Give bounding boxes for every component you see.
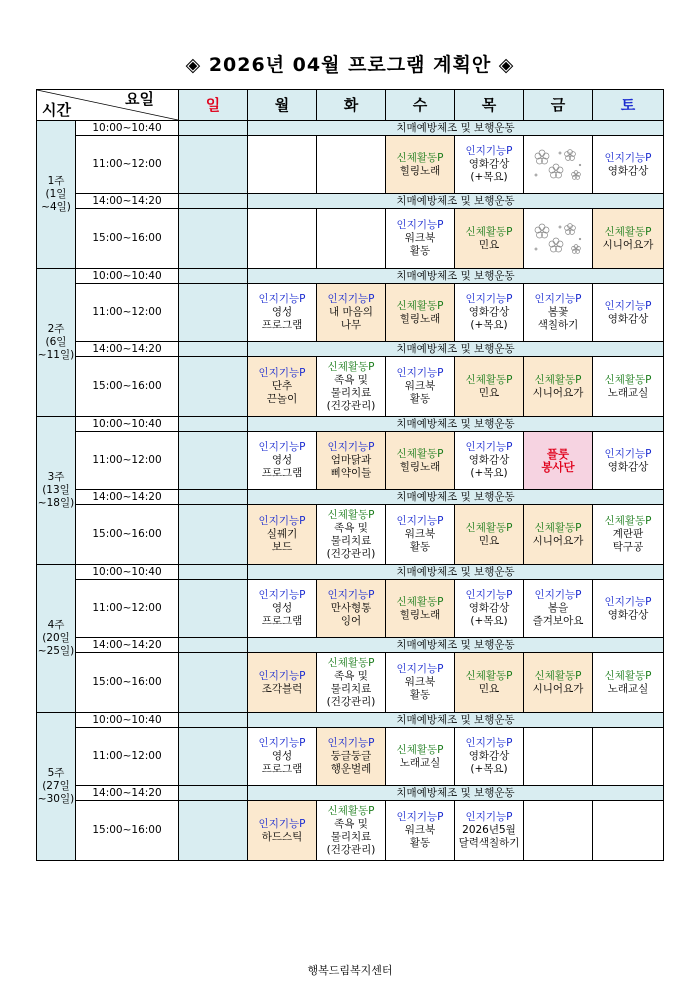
- page-title: ◈ 2026년 04월 프로그램 계획안 ◈: [185, 54, 515, 76]
- day-header: 금: [524, 90, 593, 121]
- week-label-line: 2주: [47, 323, 65, 335]
- sunday-cell: [179, 269, 248, 284]
- program-line: 탁구공: [612, 541, 644, 553]
- program-line: 프로그램: [261, 615, 303, 627]
- exercise-banner: 치매예방체조 및 보행운동: [248, 786, 664, 801]
- program-cell: [317, 209, 386, 269]
- program-cell: [593, 801, 664, 861]
- program-cell: [593, 284, 664, 342]
- program-line: 인지기능P: [327, 293, 375, 305]
- time-slot: 10:00~10:40: [76, 565, 179, 580]
- week-label: [37, 565, 76, 713]
- program-line: 인지기능P: [465, 589, 513, 601]
- week-label-line: ~30일): [37, 793, 75, 805]
- program-cell: [248, 728, 317, 786]
- program-line: 신체활동P: [604, 515, 652, 527]
- program-line: 신체활동P: [604, 225, 652, 238]
- program-line: 노래교실: [607, 386, 649, 399]
- program-line: 신체활동P: [327, 804, 375, 817]
- program-line: 영화감상: [468, 750, 510, 762]
- program-line: 인지기능P: [258, 589, 306, 601]
- time-slot: 15:00~16:00: [76, 209, 179, 269]
- program-line: 봄을: [547, 602, 569, 614]
- program-line: 조각블럭: [261, 682, 303, 695]
- program-line: (+목요): [470, 467, 508, 479]
- program-cell: [386, 580, 455, 638]
- program-cell: [593, 580, 664, 638]
- program-line: 힐링노래: [399, 608, 441, 621]
- week-row-exercise-pm: [37, 342, 664, 357]
- week-label-line: 1주: [47, 175, 65, 187]
- footer-organization: 행복드림복지센터: [307, 964, 393, 977]
- day-header: 목: [455, 90, 524, 121]
- exercise-banner: 치매예방체조 및 보행운동: [248, 342, 664, 357]
- program-line: 신체활동P: [534, 669, 582, 682]
- program-cell: [524, 801, 593, 861]
- program-line: 인지기능P: [258, 817, 306, 830]
- program-cell: [179, 580, 248, 638]
- week-row-exercise-am: [37, 417, 664, 432]
- program-line: 인지기능P: [465, 811, 513, 823]
- week-row-exercise-am: [37, 713, 664, 728]
- program-line: 신체활동P: [327, 508, 375, 521]
- week-row-pm-programs: [37, 505, 664, 565]
- program-line: 만사형통: [330, 602, 372, 614]
- program-line: 인지기능P: [396, 663, 444, 675]
- program-cell: [179, 136, 248, 194]
- program-cell: [179, 728, 248, 786]
- program-line: 인지기능P: [604, 447, 652, 460]
- program-cell: [248, 580, 317, 638]
- time-slot: 14:00~14:20: [76, 638, 179, 653]
- week-row-exercise-pm: [37, 786, 664, 801]
- program-cell: [248, 801, 317, 861]
- program-line: 엄마닭과: [330, 454, 372, 466]
- program-cell: [386, 653, 455, 713]
- program-line: 인지기능P: [604, 595, 652, 608]
- week-label-line: ~18일): [37, 497, 75, 509]
- program-line: 영화감상: [607, 460, 649, 473]
- program-line: 신체활동P: [396, 151, 444, 164]
- program-cell: [524, 580, 593, 638]
- program-line: 영화감상: [607, 312, 649, 325]
- program-line: 워크북: [404, 232, 436, 244]
- program-line: 인지기능P: [258, 737, 306, 749]
- corner-header: [37, 90, 179, 121]
- program-line: 민요: [478, 534, 500, 547]
- program-cell: [248, 284, 317, 342]
- program-line: 플룻: [546, 446, 570, 461]
- program-cell: [455, 284, 524, 342]
- program-line: 신체활동P: [465, 225, 513, 238]
- program-line: 영화감상: [468, 158, 510, 170]
- program-line: 영성: [271, 750, 293, 762]
- program-line: 둥글둥글: [330, 750, 372, 762]
- time-slot: 10:00~10:40: [76, 269, 179, 284]
- program-line: 신체활동P: [604, 669, 652, 682]
- exercise-banner: 치매예방체조 및 보행운동: [248, 713, 664, 728]
- week-label-line: ~4일): [41, 201, 71, 213]
- week-row-pm-programs: [37, 801, 664, 861]
- program-line: 삐약이들: [330, 467, 372, 479]
- program-line: 활동: [409, 393, 431, 405]
- week-row-pm-programs: [37, 653, 664, 713]
- week-row-am-programs: [37, 284, 664, 342]
- program-cell: [455, 357, 524, 417]
- exercise-banner: 치매예방체조 및 보행운동: [248, 269, 664, 284]
- time-slot: 14:00~14:20: [76, 194, 179, 209]
- program-cell: [248, 357, 317, 417]
- exercise-banner: 치매예방체조 및 보행운동: [248, 638, 664, 653]
- week-label-line: (6일: [45, 336, 67, 348]
- program-line: 영화감상: [607, 164, 649, 177]
- exercise-banner: 치매예방체조 및 보행운동: [248, 194, 664, 209]
- program-cell: [248, 432, 317, 490]
- program-line: 영화감상: [607, 608, 649, 621]
- week-label-line: ~11일): [37, 349, 75, 361]
- program-line: 워크북: [404, 824, 436, 836]
- program-line: 봄꽃: [547, 306, 569, 318]
- week-row-pm-programs: [37, 209, 664, 269]
- program-cell: [524, 653, 593, 713]
- program-cell: [524, 357, 593, 417]
- program-line: 신체활동P: [396, 743, 444, 756]
- program-line: (+목요): [470, 763, 508, 775]
- program-line: 워크북: [404, 676, 436, 688]
- program-line: 시니어요가: [602, 238, 654, 251]
- program-cell: [248, 653, 317, 713]
- program-cell: [317, 284, 386, 342]
- flower-icon: [530, 221, 586, 257]
- week-row-exercise-pm: [37, 490, 664, 505]
- program-line: 족욕 및: [334, 669, 368, 682]
- program-line: 신체활동P: [327, 656, 375, 669]
- time-slot: 11:00~12:00: [76, 136, 179, 194]
- week-label-line: (13일: [42, 484, 70, 496]
- program-line: 힐링노래: [399, 164, 441, 177]
- program-line: 행운벌레: [330, 763, 372, 775]
- program-cell: [455, 580, 524, 638]
- week-row-am-programs: [37, 580, 664, 638]
- week-row-exercise-am: [37, 121, 664, 136]
- program-line: 민요: [478, 386, 500, 399]
- week-label-line: (1일: [45, 188, 67, 200]
- day-axis-label: 요일: [125, 90, 154, 108]
- program-line: 족욕 및: [334, 817, 368, 830]
- time-slot: 14:00~14:20: [76, 786, 179, 801]
- program-line: 신체활동P: [534, 521, 582, 534]
- program-line: 노래교실: [399, 756, 441, 769]
- header-row: [37, 90, 664, 121]
- program-cell: [317, 728, 386, 786]
- time-slot: 10:00~10:40: [76, 121, 179, 136]
- program-cell: [593, 728, 664, 786]
- program-cell: [317, 801, 386, 861]
- flower-icon: [530, 147, 586, 183]
- program-line: 활동: [409, 837, 431, 849]
- sunday-cell: [179, 194, 248, 209]
- time-slot: 10:00~10:40: [76, 713, 179, 728]
- program-line: 인지기능P: [258, 367, 306, 379]
- program-line: 하드스틱: [261, 830, 303, 843]
- program-cell: [455, 728, 524, 786]
- program-line: (건강관리): [326, 399, 376, 412]
- time-slot: 15:00~16:00: [76, 801, 179, 861]
- program-cell: [317, 432, 386, 490]
- program-line: 물리치료: [330, 830, 372, 843]
- program-line: 실꿰기: [266, 528, 298, 540]
- program-cell: [386, 432, 455, 490]
- program-line: 신체활동P: [604, 373, 652, 386]
- program-line: 활동: [409, 689, 431, 701]
- program-cell: [524, 284, 593, 342]
- program-line: 족욕 및: [334, 521, 368, 534]
- program-cell: [179, 653, 248, 713]
- exercise-banner: 치매예방체조 및 보행운동: [248, 565, 664, 580]
- program-line: 2026년5월: [462, 824, 516, 836]
- program-line: 활동: [409, 245, 431, 257]
- sunday-cell: [179, 342, 248, 357]
- program-line: (+목요): [470, 171, 508, 183]
- exercise-banner: 치매예방체조 및 보행운동: [248, 490, 664, 505]
- week-label: [37, 417, 76, 565]
- program-line: 인지기능P: [465, 737, 513, 749]
- program-cell: [455, 653, 524, 713]
- program-cell: [386, 801, 455, 861]
- program-cell: [455, 136, 524, 194]
- week-row-am-programs: [37, 432, 664, 490]
- week-label-line: (27일: [42, 780, 70, 792]
- day-header: 월: [248, 90, 317, 121]
- program-line: 단추: [271, 380, 293, 392]
- program-line: 물리치료: [330, 386, 372, 399]
- time-slot: 11:00~12:00: [76, 728, 179, 786]
- program-line: 색칠하기: [537, 319, 579, 331]
- program-line: 영화감상: [468, 454, 510, 466]
- program-line: 워크북: [404, 528, 436, 540]
- program-line: 인지기능P: [258, 515, 306, 527]
- program-line: (+목요): [470, 319, 508, 331]
- program-line: 계란판: [612, 528, 644, 540]
- program-cell: [179, 284, 248, 342]
- program-cell: [317, 136, 386, 194]
- program-line: 잉어: [340, 615, 362, 627]
- time-slot: 15:00~16:00: [76, 505, 179, 565]
- program-cell: [593, 136, 664, 194]
- sunday-cell: [179, 490, 248, 505]
- program-line: 시니어요가: [532, 534, 584, 547]
- time-axis-label: 시간: [42, 101, 71, 119]
- day-header: 수: [386, 90, 455, 121]
- program-line: 인지기능P: [534, 589, 582, 601]
- program-line: 신체활동P: [534, 373, 582, 386]
- program-cell: [179, 801, 248, 861]
- program-cell: [317, 357, 386, 417]
- program-line: 신체활동P: [396, 447, 444, 460]
- program-cell: [317, 580, 386, 638]
- week-label-line: 4주: [47, 619, 65, 631]
- program-cell: [386, 357, 455, 417]
- sunday-cell: [179, 121, 248, 136]
- exercise-banner: 치매예방체조 및 보행운동: [248, 417, 664, 432]
- program-line: 신체활동P: [396, 595, 444, 608]
- program-line: 신체활동P: [327, 360, 375, 373]
- program-cell: [524, 209, 593, 269]
- program-cell: [593, 357, 664, 417]
- program-line: 즐겨보아요: [532, 615, 584, 627]
- time-slot: 14:00~14:20: [76, 490, 179, 505]
- program-cell: [593, 653, 664, 713]
- program-cell: [455, 801, 524, 861]
- program-line: 워크북: [404, 380, 436, 392]
- program-line: 시니어요가: [532, 682, 584, 695]
- program-line: 프로그램: [261, 467, 303, 479]
- program-line: (건강관리): [326, 843, 376, 856]
- program-line: (건강관리): [326, 547, 376, 560]
- program-cell: [317, 505, 386, 565]
- program-line: 인지기능P: [465, 441, 513, 453]
- time-slot: 11:00~12:00: [76, 284, 179, 342]
- program-line: (+목요): [470, 615, 508, 627]
- time-slot: 15:00~16:00: [76, 653, 179, 713]
- program-cell: [248, 505, 317, 565]
- sunday-cell: [179, 786, 248, 801]
- program-line: 민요: [478, 682, 500, 695]
- program-cell: [248, 209, 317, 269]
- program-line: (건강관리): [326, 695, 376, 708]
- week-row-pm-programs: [37, 357, 664, 417]
- program-line: 노래교실: [607, 682, 649, 695]
- sunday-cell: [179, 417, 248, 432]
- program-line: 영성: [271, 454, 293, 466]
- sunday-cell: [179, 565, 248, 580]
- program-line: 인지기능P: [465, 145, 513, 157]
- program-line: 인지기능P: [258, 441, 306, 453]
- program-line: 신체활동P: [465, 669, 513, 682]
- week-row-am-programs: [37, 136, 664, 194]
- program-line: 민요: [478, 238, 500, 251]
- program-line: 인지기능P: [396, 367, 444, 379]
- program-line: 족욕 및: [334, 373, 368, 386]
- week-row-exercise-am: [37, 565, 664, 580]
- program-cell: [317, 653, 386, 713]
- week-row-exercise-pm: [37, 194, 664, 209]
- program-cell: [593, 209, 664, 269]
- time-slot: 11:00~12:00: [76, 580, 179, 638]
- program-line: 신체활동P: [465, 521, 513, 534]
- program-line: 영성: [271, 602, 293, 614]
- program-line: 인지기능P: [465, 293, 513, 305]
- program-cell: [386, 136, 455, 194]
- time-slot: 11:00~12:00: [76, 432, 179, 490]
- program-line: 인지기능P: [258, 293, 306, 305]
- program-cell: [179, 357, 248, 417]
- week-label-line: ~25일): [37, 645, 75, 657]
- program-cell: [386, 209, 455, 269]
- program-line: 영성: [271, 306, 293, 318]
- program-line: 인지기능P: [534, 293, 582, 305]
- program-cell: [386, 728, 455, 786]
- time-slot: 14:00~14:20: [76, 342, 179, 357]
- day-header: 화: [317, 90, 386, 121]
- program-cell: [386, 284, 455, 342]
- program-cell: [179, 209, 248, 269]
- program-line: 인지기능P: [604, 151, 652, 164]
- program-cell: [593, 505, 664, 565]
- program-line: 끈놀이: [266, 393, 298, 405]
- time-slot: 10:00~10:40: [76, 417, 179, 432]
- program-line: 힐링노래: [399, 312, 441, 325]
- program-cell: [455, 209, 524, 269]
- program-cell: [593, 432, 664, 490]
- program-line: 인지기능P: [327, 441, 375, 453]
- program-line: 신체활동P: [396, 299, 444, 312]
- program-line: 달력색칠하기: [458, 837, 520, 849]
- exercise-banner: 치매예방체조 및 보행운동: [248, 121, 664, 136]
- week-label-line: (20일: [42, 632, 70, 644]
- program-line: 신체활동P: [465, 373, 513, 386]
- program-line: 나무: [340, 319, 362, 331]
- program-cell: [455, 432, 524, 490]
- program-line: 시니어요가: [532, 386, 584, 399]
- program-line: 인지기능P: [327, 737, 375, 749]
- week-label-line: 5주: [47, 767, 65, 779]
- program-line: 영화감상: [468, 602, 510, 614]
- day-header: 일: [179, 90, 248, 121]
- program-cell: [455, 505, 524, 565]
- program-line: 인지기능P: [396, 515, 444, 527]
- program-line: 힐링노래: [399, 460, 441, 473]
- program-line: 보드: [271, 541, 293, 553]
- program-line: 프로그램: [261, 319, 303, 331]
- program-cell: [248, 136, 317, 194]
- week-row-exercise-pm: [37, 638, 664, 653]
- sunday-cell: [179, 713, 248, 728]
- program-cell: [179, 505, 248, 565]
- week-label: [37, 121, 76, 269]
- program-cell: [524, 505, 593, 565]
- schedule-table: [36, 89, 664, 861]
- program-line: 인지기능P: [258, 669, 306, 682]
- program-line: 프로그램: [261, 763, 303, 775]
- program-line: 인지기능P: [396, 219, 444, 231]
- week-label: [37, 269, 76, 417]
- program-line: 영화감상: [468, 306, 510, 318]
- program-line: 내 마음의: [329, 306, 373, 318]
- program-line: 물리치료: [330, 534, 372, 547]
- program-cell: [179, 432, 248, 490]
- program-line: 물리치료: [330, 682, 372, 695]
- program-cell: [524, 728, 593, 786]
- program-cell: [524, 432, 593, 490]
- sunday-cell: [179, 638, 248, 653]
- program-cell: [524, 136, 593, 194]
- week-row-exercise-am: [37, 269, 664, 284]
- time-slot: 15:00~16:00: [76, 357, 179, 417]
- week-label-line: 3주: [47, 471, 65, 483]
- program-line: 인지기능P: [604, 299, 652, 312]
- program-line: 인지기능P: [327, 589, 375, 601]
- program-line: 인지기능P: [396, 811, 444, 823]
- program-line: 봉사단: [541, 459, 575, 474]
- program-line: 활동: [409, 541, 431, 553]
- week-label: [37, 713, 76, 861]
- week-row-am-programs: [37, 728, 664, 786]
- day-header: 토: [593, 90, 664, 121]
- program-cell: [386, 505, 455, 565]
